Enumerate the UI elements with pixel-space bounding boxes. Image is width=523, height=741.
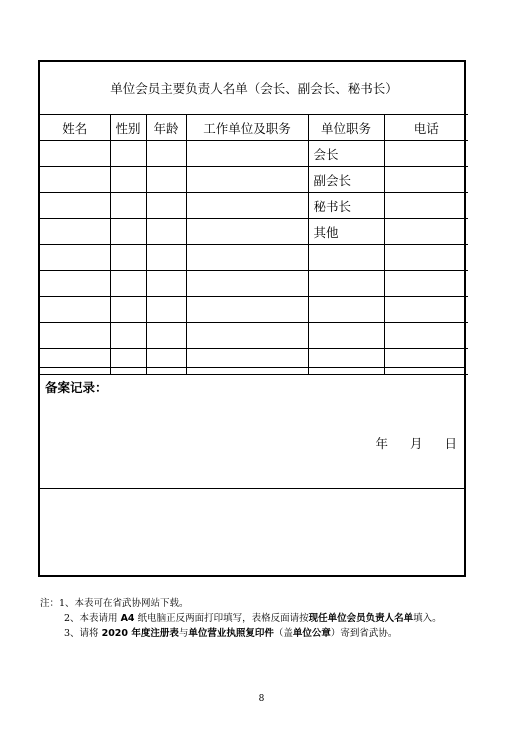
cell-gender bbox=[110, 167, 146, 193]
notes bbox=[40, 596, 510, 641]
table-row bbox=[40, 193, 468, 219]
cell-phone bbox=[384, 323, 468, 349]
cell-name bbox=[40, 141, 110, 167]
table-row bbox=[40, 323, 468, 349]
cell-workplace bbox=[186, 193, 308, 219]
note-text: 2、本表请用 bbox=[64, 613, 121, 624]
cell-role: 秘书长 bbox=[308, 193, 384, 219]
cell-phone bbox=[384, 141, 468, 167]
cell-phone bbox=[384, 167, 468, 193]
header-role: 单位职务 bbox=[308, 115, 384, 141]
cell-workplace bbox=[186, 271, 308, 297]
header-phone: 电话 bbox=[384, 115, 468, 141]
cell-phone bbox=[384, 271, 468, 297]
date-year: 年 bbox=[375, 436, 388, 451]
note-line-3 bbox=[40, 626, 510, 641]
cell-gender bbox=[110, 271, 146, 297]
table-title: 单位会员主要负责人名单（会长、副会长、秘书长） bbox=[40, 62, 468, 115]
table-row bbox=[40, 219, 468, 245]
cell-age bbox=[146, 323, 186, 349]
cell-name bbox=[40, 323, 110, 349]
cell-age bbox=[146, 141, 186, 167]
cell-workplace bbox=[186, 141, 308, 167]
cell-gender bbox=[110, 219, 146, 245]
table-row bbox=[40, 245, 468, 271]
cell-phone bbox=[384, 193, 468, 219]
record-label: 备案记录： bbox=[45, 380, 108, 395]
cell-age bbox=[146, 167, 186, 193]
cell-name bbox=[40, 271, 110, 297]
table-row bbox=[40, 271, 468, 297]
form-sheet bbox=[38, 60, 466, 577]
note-text: 与 bbox=[178, 628, 189, 639]
header-workplace: 工作单位及职务 bbox=[186, 115, 308, 141]
cell-phone bbox=[384, 219, 468, 245]
cell-workplace bbox=[186, 219, 308, 245]
cell-name bbox=[40, 297, 110, 323]
note-bold: A4 bbox=[120, 613, 135, 624]
record-date bbox=[375, 434, 457, 452]
blank-section bbox=[40, 488, 464, 577]
table-row bbox=[40, 141, 468, 167]
cell-role bbox=[308, 245, 384, 271]
note-bold: 现任单位会员负责人名单 bbox=[308, 613, 414, 624]
note-bold: 2020 年度注册表 bbox=[101, 628, 179, 639]
cell-workplace bbox=[186, 297, 308, 323]
cell-gender bbox=[110, 141, 146, 167]
cell-age bbox=[146, 245, 186, 271]
note-line-2 bbox=[40, 611, 510, 626]
cell-gender bbox=[110, 245, 146, 271]
cell-gender bbox=[110, 297, 146, 323]
cell-name bbox=[40, 219, 110, 245]
note-text: 纸电脑正反两面打印填写，表格反面请按 bbox=[134, 613, 309, 624]
cell-workplace bbox=[186, 245, 308, 271]
header-name: 姓名 bbox=[40, 115, 110, 141]
header-gender: 性别 bbox=[110, 115, 146, 141]
cell-age bbox=[146, 297, 186, 323]
table-row bbox=[40, 297, 468, 323]
cell-workplace bbox=[186, 323, 308, 349]
cell-gender bbox=[110, 193, 146, 219]
cell-role: 其他 bbox=[308, 219, 384, 245]
note-bold: 单位营业执照复印件 bbox=[188, 628, 274, 639]
note-text: 3、请将 bbox=[64, 628, 102, 639]
cell-role bbox=[308, 297, 384, 323]
cell-role: 会长 bbox=[308, 141, 384, 167]
record-section bbox=[40, 367, 464, 488]
date-month: 月 bbox=[409, 436, 423, 451]
cell-role bbox=[308, 323, 384, 349]
note-bold: 单位公章 bbox=[292, 628, 331, 639]
note-line-1: 注：1、本表可在省武协网站下载。 bbox=[40, 598, 189, 609]
table-row bbox=[40, 167, 468, 193]
cell-gender bbox=[110, 323, 146, 349]
cell-role: 副会长 bbox=[308, 167, 384, 193]
member-leaders-table bbox=[40, 62, 468, 375]
cell-name bbox=[40, 167, 110, 193]
cell-age bbox=[146, 193, 186, 219]
cell-age bbox=[146, 271, 186, 297]
table-title-row bbox=[40, 62, 468, 115]
cell-role bbox=[308, 271, 384, 297]
cell-name bbox=[40, 193, 110, 219]
cell-name bbox=[40, 245, 110, 271]
table-header-row bbox=[40, 115, 468, 141]
cell-phone bbox=[384, 245, 468, 271]
note-text: 填入。 bbox=[413, 613, 442, 624]
cell-phone bbox=[384, 297, 468, 323]
header-age: 年龄 bbox=[146, 115, 186, 141]
date-day: 日 bbox=[444, 436, 457, 451]
cell-age bbox=[146, 219, 186, 245]
note-text: （盖 bbox=[273, 628, 293, 639]
page-number: 8 bbox=[258, 694, 265, 704]
note-text: ）寄到省武协。 bbox=[330, 628, 398, 639]
cell-workplace bbox=[186, 167, 308, 193]
